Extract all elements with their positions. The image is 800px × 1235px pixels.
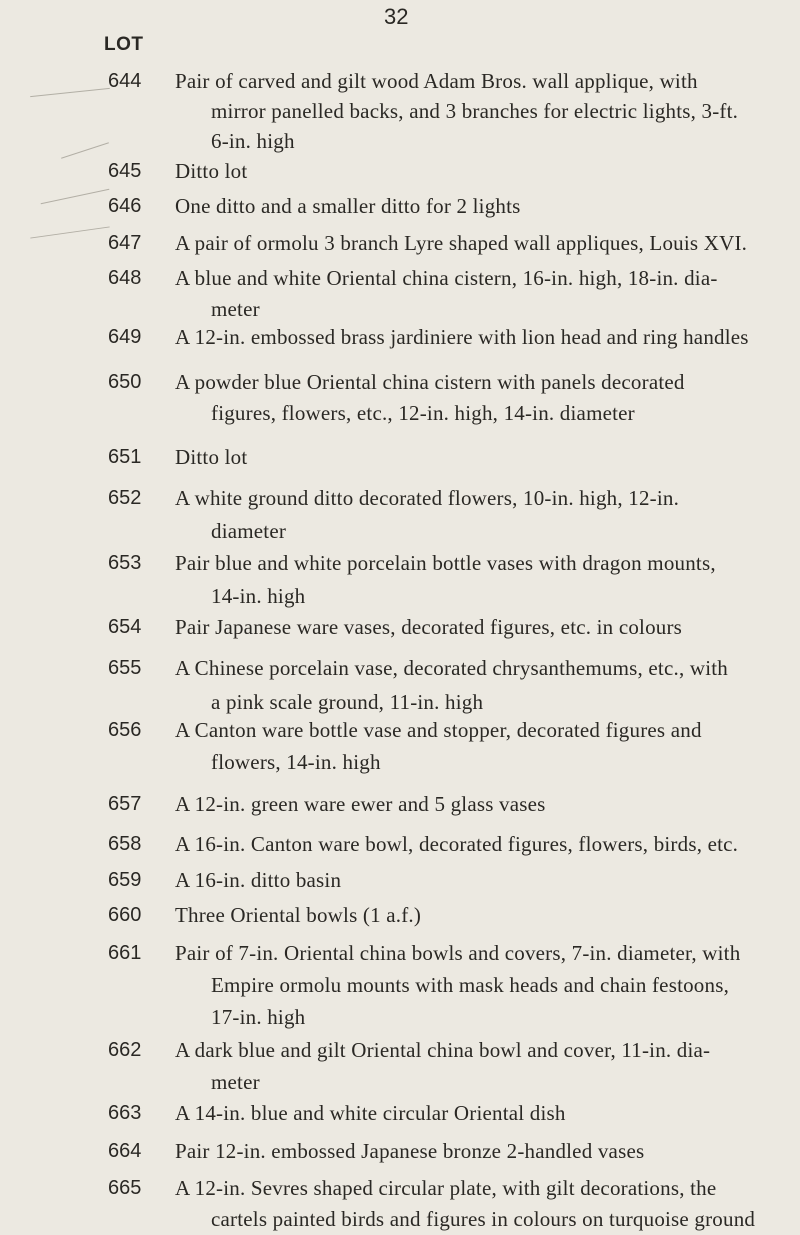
- lot-description-line: A white ground ditto decorated flowers, 10-in. high, 12-in.: [175, 486, 680, 510]
- lot-number: 645: [108, 160, 142, 182]
- lot-description-line: 14-in. high: [211, 584, 306, 608]
- lot-number: 656: [108, 719, 142, 741]
- lot-number: 662: [108, 1039, 142, 1061]
- lot-description-line: flowers, 14-in. high: [211, 750, 381, 774]
- pencil-mark: [30, 226, 109, 238]
- lot-description-line: Pair 12-in. embossed Japanese bronze 2-handled vases: [175, 1139, 645, 1163]
- lot-description-line: Pair blue and white porcelain bottle vases with dragon mounts,: [175, 551, 716, 575]
- lot-number: 664: [108, 1140, 142, 1162]
- lot-description-line: A pair of ormolu 3 branch Lyre shaped wall appliques, Louis XVI.: [175, 231, 748, 255]
- lot-description-line: 6-in. high: [211, 129, 295, 153]
- lot-description-line: Pair Japanese ware vases, decorated figures, etc. in colours: [175, 615, 683, 639]
- lot-description-line: 17-in. high: [211, 1005, 306, 1029]
- lot-description: [175, 263, 785, 325]
- lot-number: 665: [108, 1177, 142, 1199]
- lot-description-line: Ditto lot: [175, 445, 248, 469]
- lot-description-line: Three Oriental bowls (1 a.f.): [175, 903, 422, 927]
- lot-description: [175, 789, 785, 819]
- lot-description: [175, 651, 785, 719]
- lot-number: 658: [108, 833, 142, 855]
- lot-number: 659: [108, 869, 142, 891]
- lot-description-line: A 16-in. ditto basin: [175, 868, 342, 892]
- lot-description-line: diameter: [211, 519, 287, 543]
- lot-description-line: figures, flowers, etc., 12-in. high, 14-in. diameter: [211, 401, 635, 425]
- lot-number: 644: [108, 70, 142, 92]
- lot-number: 657: [108, 793, 142, 815]
- lot-description: [175, 865, 785, 895]
- page-number: 32: [384, 4, 409, 29]
- lot-description: [175, 1034, 785, 1098]
- lot-description: [175, 191, 785, 221]
- lot-description: [175, 1136, 785, 1166]
- lot-description-line: a pink scale ground, 11-in. high: [211, 690, 484, 714]
- lot-description: [175, 1098, 785, 1128]
- lot-description-line: A 16-in. Canton ware bowl, decorated figures, flowers, birds, etc.: [175, 832, 739, 856]
- lot-description-line: mirror panelled backs, and 3 branches for electric lights, 3-ft.: [211, 99, 739, 123]
- lot-description-line: cartels painted birds and figures in colours on turquoise ground: [211, 1207, 756, 1231]
- lot-description: [175, 228, 785, 258]
- lot-description-line: Ditto lot: [175, 159, 248, 183]
- lot-description-line: A Canton ware bottle vase and stopper, decorated figures and: [175, 718, 702, 742]
- lot-number: 663: [108, 1102, 142, 1124]
- lot-description-line: meter: [211, 1070, 260, 1094]
- lot-description: [175, 1173, 785, 1235]
- lot-number: 647: [108, 232, 142, 254]
- lot-description-line: A dark blue and gilt Oriental china bowl and cover, 11-in. dia-: [175, 1038, 711, 1062]
- lot-description-line: A Chinese porcelain vase, decorated chrysanthemums, etc., with: [175, 656, 728, 680]
- lot-description: [175, 442, 785, 472]
- lot-number: 648: [108, 267, 142, 289]
- lot-number: 651: [108, 446, 142, 468]
- lot-description: [175, 547, 785, 613]
- lot-number: 660: [108, 904, 142, 926]
- lot-description: [175, 367, 785, 429]
- lot-column-heading: LOT: [104, 34, 144, 55]
- lot-description-line: A 12-in. green ware ewer and 5 glass vases: [175, 792, 546, 816]
- lot-description-line: A powder blue Oriental china cistern with panels decorated: [175, 370, 685, 394]
- lot-description-line: A blue and white Oriental china cistern, 16-in. high, 18-in. dia-: [175, 266, 718, 290]
- lot-description: [175, 612, 785, 642]
- lot-description: [175, 322, 785, 352]
- lot-number: 646: [108, 195, 142, 217]
- lot-description: [175, 714, 785, 778]
- lot-description-line: A 14-in. blue and white circular Oriental dish: [175, 1101, 566, 1125]
- lot-description: [175, 937, 785, 1033]
- lot-number: 653: [108, 552, 142, 574]
- lot-number: 650: [108, 371, 142, 393]
- lot-description-line: One ditto and a smaller ditto for 2 lights: [175, 194, 521, 218]
- lot-number: 652: [108, 487, 142, 509]
- lot-number: 661: [108, 942, 142, 964]
- lot-description: [175, 482, 785, 548]
- lot-description-line: meter: [211, 297, 260, 321]
- pencil-mark: [30, 88, 110, 97]
- lot-description-line: Pair of carved and gilt wood Adam Bros. wall applique, with: [175, 69, 698, 93]
- lot-description-line: A 12-in. Sevres shaped circular plate, with gilt decorations, the: [175, 1176, 717, 1200]
- lot-description-line: Pair of 7-in. Oriental china bowls and covers, 7-in. diameter, with: [175, 941, 741, 965]
- lot-description: [175, 66, 785, 156]
- lot-description: [175, 829, 785, 859]
- lot-description-line: A 12-in. embossed brass jardiniere with lion head and ring handles: [175, 325, 749, 349]
- lot-number: 654: [108, 616, 142, 638]
- lot-description: [175, 156, 785, 186]
- pencil-mark: [61, 142, 109, 158]
- lot-number: 655: [108, 657, 142, 679]
- lot-description: [175, 900, 785, 930]
- lot-number: 649: [108, 326, 142, 348]
- lot-description-line: Empire ormolu mounts with mask heads and chain festoons,: [211, 973, 730, 997]
- pencil-mark: [41, 189, 110, 205]
